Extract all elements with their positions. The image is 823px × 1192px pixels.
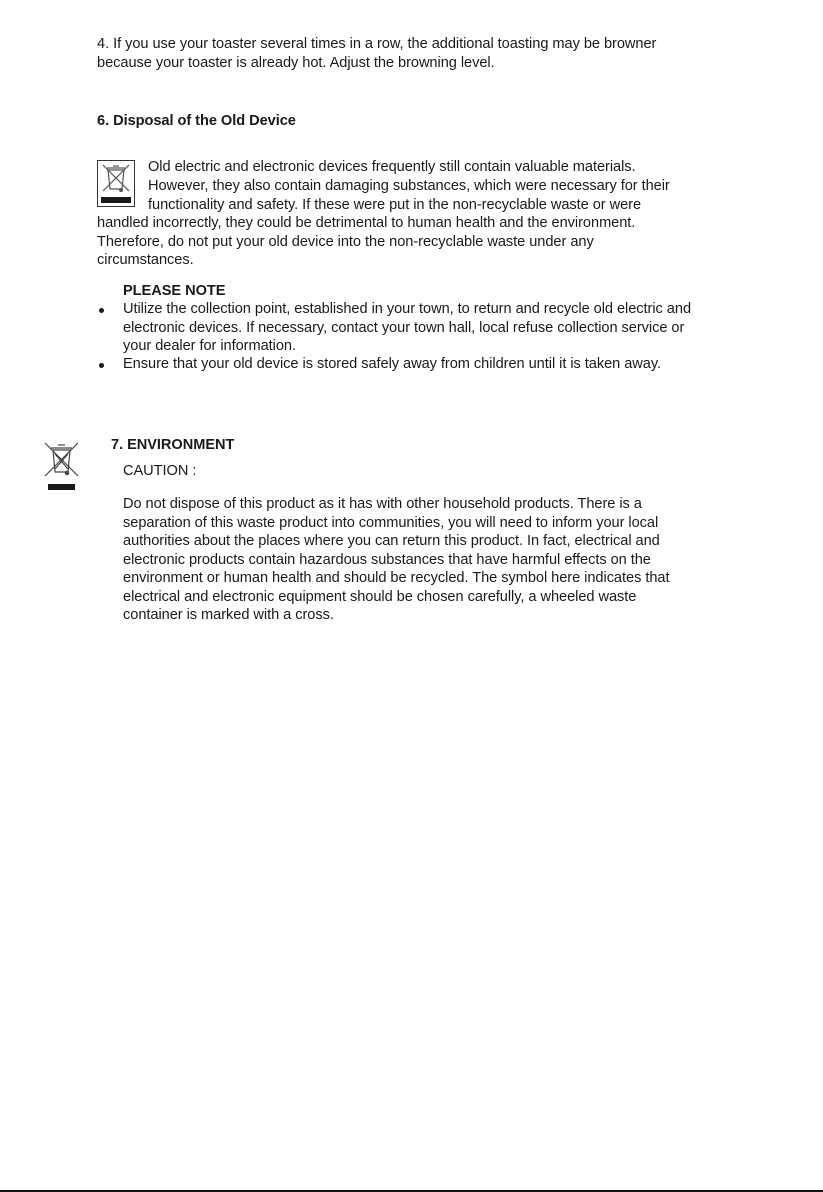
section7-paragraph-line-6: electrical and electronic equipment should be chosen carefully, a wheeled waste: [123, 589, 637, 605]
section6-heading: 6. Disposal of the Old Device: [97, 113, 296, 129]
please-note-heading: PLEASE NOTE: [123, 283, 226, 299]
section7-paragraph-line-7: container is marked with a cross.: [123, 607, 334, 623]
bullet-1-line-3: your dealer for information.: [123, 338, 296, 354]
section7-paragraph-line-2: separation of this waste product into communities, you will need to inform your local: [123, 515, 659, 531]
bullet-icon: [99, 363, 104, 368]
section6-paragraph-line-5: Therefore, do not put your old device into the non-recyclable waste under any: [97, 234, 594, 250]
section7-heading: 7. ENVIRONMENT: [111, 437, 235, 453]
bullet-2-line-1: Ensure that your old device is stored safely away from children until it is taken away.: [123, 356, 662, 372]
weee-crossed-bin-icon: [97, 160, 135, 207]
section6-paragraph-line-6: circumstances.: [97, 252, 194, 268]
section6-paragraph-line-1: Old electric and electronic devices frequently still contain valuable materials.: [148, 159, 636, 175]
bullet-1-line-1: Utilize the collection point, established in your town, to return and recycle old electric and: [123, 301, 692, 317]
section6-paragraph-line-4: handled incorrectly, they could be detrimental to human health and the environment.: [97, 215, 636, 231]
bullet-1-line-2: electronic devices. If necessary, contact your town hall, local refuse collection service or: [123, 320, 685, 336]
weee-crossed-bin-icon: [42, 440, 82, 492]
tip4-line-1: 4. If you use your toaster several times in a row, the additional toasting may be browner: [97, 36, 657, 52]
section7-paragraph-line-1: Do not dispose of this product as it has with other household products. There is a: [123, 496, 642, 512]
section6-paragraph-line-2: However, they also contain damaging substances, which were necessary for their: [148, 178, 670, 194]
bullet-icon: [99, 308, 104, 313]
tip4-line-2: because your toaster is already hot. Adjust the browning level.: [97, 55, 495, 71]
caution-label: CAUTION :: [123, 463, 197, 479]
section6-paragraph-line-3: functionality and safety. If these were put in the non-recyclable waste or were: [148, 197, 642, 213]
section7-paragraph-line-3: authorities about the places where you can return this product. In fact, electrical and: [123, 533, 660, 549]
section7-paragraph-line-5: environment or human health and should be recycled. The symbol here indicates that: [123, 570, 670, 586]
section7-paragraph-line-4: electronic products contain hazardous substances that have harmful effects on the: [123, 552, 651, 568]
